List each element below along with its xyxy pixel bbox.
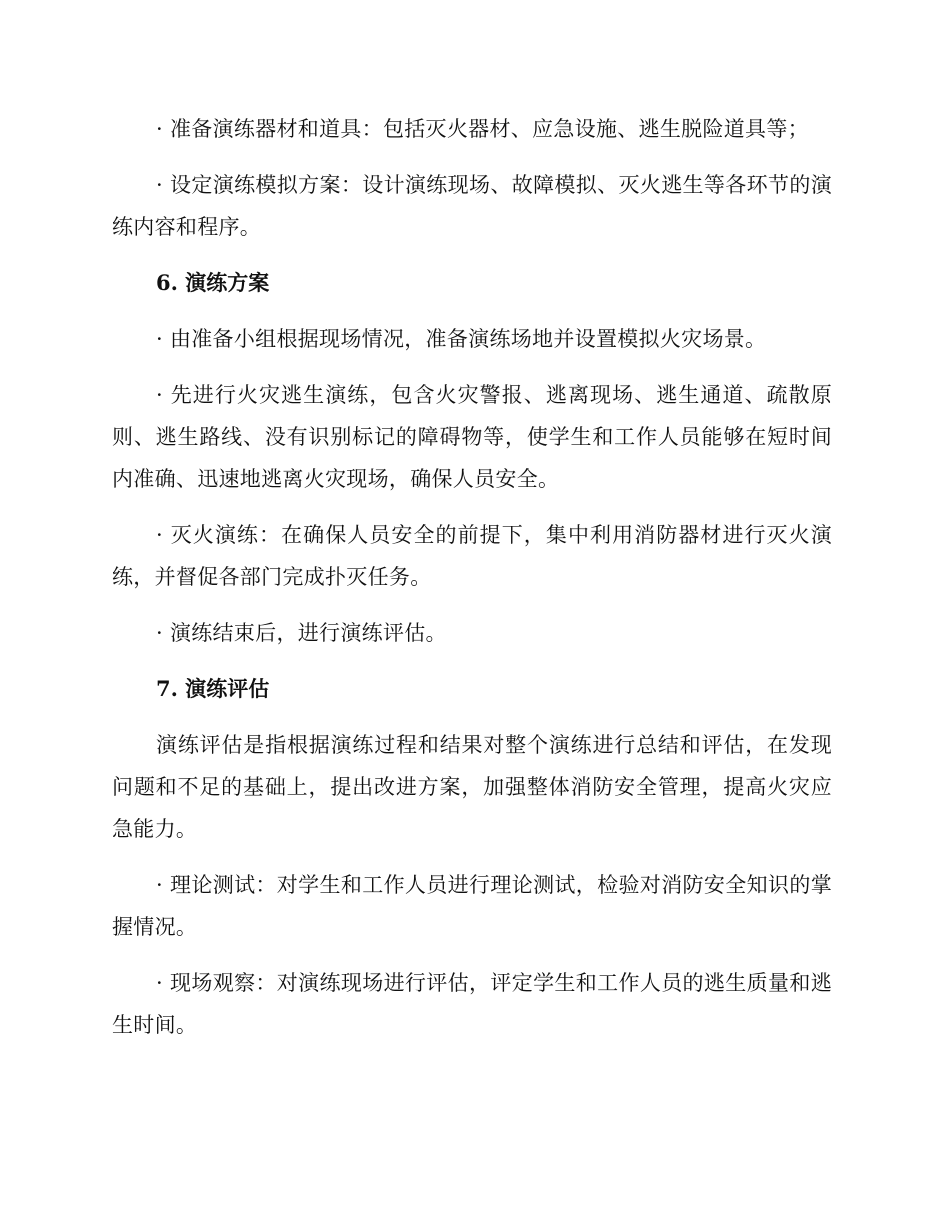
bullet-firefighting-drill: · 灭火演练：在确保人员安全的前提下，集中利用消防器材进行灭火演练，并督促各部门完成扑灭任务。	[112, 523, 832, 589]
bullet-site-observation: · 现场观察：对演练现场进行评估，评定学生和工作人员的逃生质量和逃生时间。	[112, 971, 832, 1037]
document-body	[112, 108, 832, 1060]
bullet-theory-test: · 理论测试：对学生和工作人员进行理论测试，检验对消防安全知识的掌握情况。	[112, 873, 832, 939]
bullet-set-simulation-plan: · 设定演练模拟方案：设计演练现场、故障模拟、灭火逃生等各环节的演练内容和程序。	[112, 173, 832, 239]
evaluation-intro: 演练评估是指根据演练过程和结果对整个演练进行总结和评估，在发现问题和不足的基础上，提出改进方案，加强整体消防安全管理，提高火灾应急能力。	[112, 733, 832, 841]
section-6-heading: 6. 演练方案	[156, 270, 270, 295]
bullet-escape-drill: · 先进行火灾逃生演练，包含火灾警报、逃离现场、逃生通道、疏散原则、逃生路线、没有识别标记的障碍物等，使学生和工作人员能够在短时间内准确、迅速地逃离火灾现场，确保人员安全。	[112, 383, 832, 491]
bullet-drill-end: · 演练结束后，进行演练评估。	[156, 621, 447, 645]
section-7-heading: 7. 演练评估	[156, 676, 270, 701]
bullet-prepare-site: · 由准备小组根据现场情况，准备演练场地并设置模拟火灾场景。	[156, 327, 767, 351]
bullet-prepare-equipment: · 准备演练器材和道具：包括灭火器材、应急设施、逃生脱险道具等；	[156, 117, 809, 141]
